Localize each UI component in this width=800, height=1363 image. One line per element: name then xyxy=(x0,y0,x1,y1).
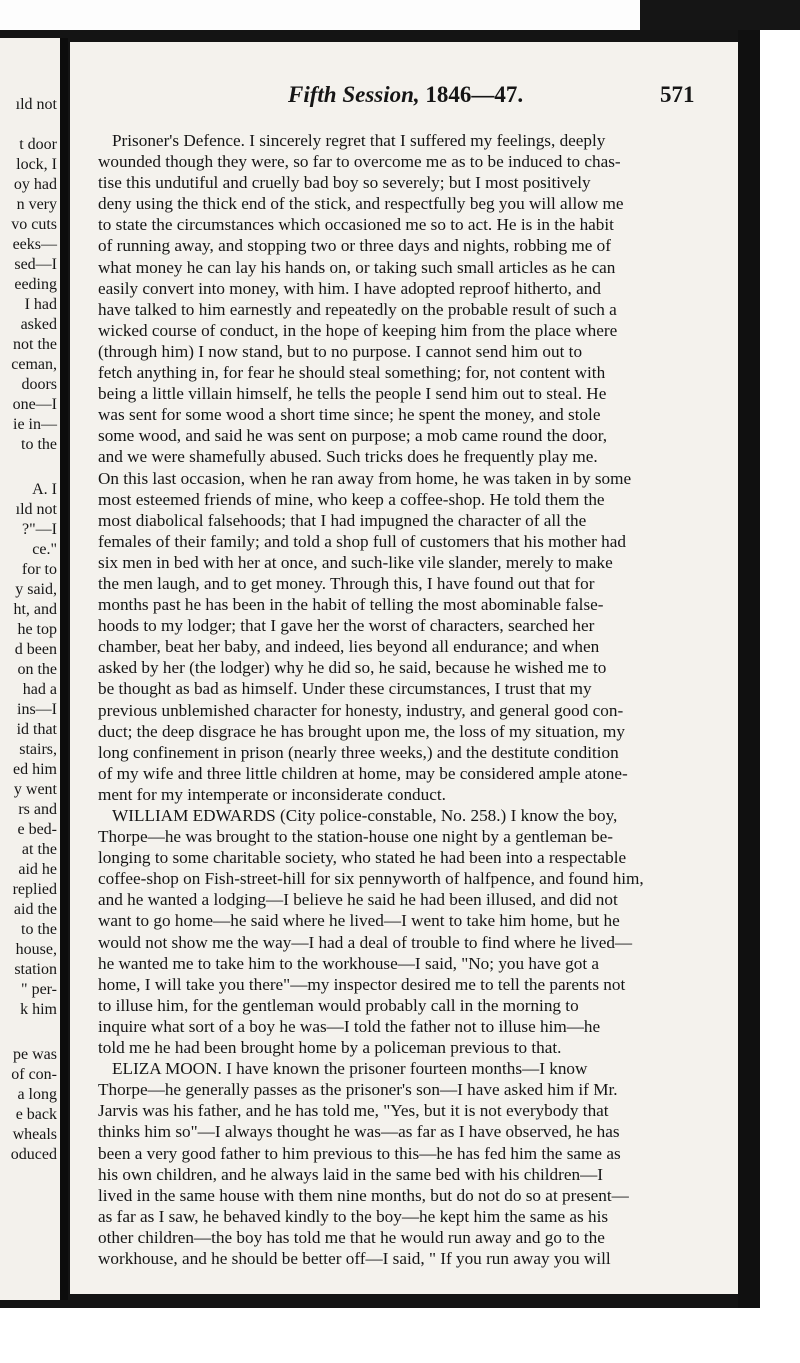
facing-page-fragment-line: for to xyxy=(21,561,57,578)
facing-page-fragment-line: oduced xyxy=(10,1146,57,1163)
facing-page-fragment-line: t door xyxy=(19,136,57,153)
facing-page-fragment-line: I had xyxy=(24,296,57,313)
facing-page-fragment-line: ıld not xyxy=(15,96,57,113)
facing-page-fragment-line: lock, I xyxy=(16,156,57,173)
text-line: of my wife and three little children at home, may be considered ample atone- xyxy=(98,763,628,783)
facing-page-fragment-line: e back xyxy=(15,1106,57,1123)
facing-page-fragment-line: not the xyxy=(13,336,57,353)
text-line: the men laugh, and to get money. Through this, I have found out that for xyxy=(98,573,595,593)
text-line: ELIZA MOON. I have known the prisoner fourteen months—I know xyxy=(112,1059,588,1079)
facing-page-fragment-line: doors xyxy=(21,376,57,393)
text-line: to state the circumstances which occasioned me so to act. He is in the habit xyxy=(98,215,614,235)
text-line: some wood, and said he was sent on purpose; a mob came round the door, xyxy=(98,426,608,446)
text-line: other children—the boy has told me that he would run away and go to the xyxy=(98,1227,605,1247)
text-line: (through him) I now stand, but to no purpose. I cannot send him out to xyxy=(98,341,583,361)
page-body xyxy=(98,130,700,1269)
scan-top-shadow xyxy=(640,0,800,30)
text-line: Thorpe—he generally passes as the prisoner's son—I have asked him if Mr. xyxy=(98,1080,618,1100)
facing-page-fragment-line: vo cuts xyxy=(11,216,57,233)
facing-page-fragment-line: eeding xyxy=(14,276,57,293)
text-line: and he wanted a lodging—I believe he said he had been illused, and did not xyxy=(98,890,618,910)
page-edge-shadow xyxy=(738,30,760,1308)
facing-page-fragment-line: on the xyxy=(17,661,57,678)
text-line: On this last occasion, when he ran away from home, he was taken in by some xyxy=(98,468,632,488)
running-head-years: 1846—47. xyxy=(425,82,524,107)
text-line: wicked course of conduct, in the hope of keeping him from the place where xyxy=(98,320,618,340)
text-line: told me he had been brought home by a policeman previous to that. xyxy=(98,1038,562,1058)
facing-page-fragment-line: " per- xyxy=(21,981,57,998)
facing-page-fragment-line: ht, and xyxy=(13,601,57,618)
facing-page-fragment-line: ceman, xyxy=(11,356,57,373)
facing-page-fragment-line: one—I xyxy=(12,396,57,413)
text-line: most esteemed friends of mine, who keep a coffee-shop. He told them the xyxy=(98,489,605,509)
facing-page-fragment-line: had a xyxy=(22,681,57,698)
text-line: home, I will take you there"—my inspector desired me to tell the parents not xyxy=(98,974,626,994)
text-line: would not show me the way—I had a deal of trouble to find where he lived— xyxy=(98,932,633,952)
text-line: want to go home—he said where he lived—I went to take him home, but he xyxy=(98,911,620,931)
facing-page-fragment-line: at the xyxy=(21,841,57,858)
text-line: duct; the deep disgrace he has brought upon me, the loss of my situation, my xyxy=(98,721,625,741)
text-line: Jarvis was his father, and he has told me, "Yes, but it is not everybody that xyxy=(98,1101,609,1121)
facing-page-fragment-line: y went xyxy=(13,781,57,798)
facing-page-fragment-line: ce." xyxy=(32,541,57,558)
text-line: previous unblemished character for honesty, industry, and general good con- xyxy=(98,700,624,720)
text-line: most diabolical falsehoods; that I had impugned the character of all the xyxy=(98,510,587,530)
facing-page-fragment-line: of con- xyxy=(11,1066,57,1083)
facing-page-fragment-line: station xyxy=(14,961,57,978)
facing-page-fragment-line: ed him xyxy=(13,761,57,778)
facing-page-fragment-line: he top xyxy=(17,621,57,638)
facing-page-fragment-line: stairs, xyxy=(19,741,57,758)
text-line: be thought as bad as himself. Under these circumstances, I trust that my xyxy=(98,679,592,699)
facing-page-fragment-line: sed—I xyxy=(14,256,57,273)
text-line: inquire what sort of a boy he was—I told the father not to illuse him—he xyxy=(98,1016,601,1036)
text-line: WILLIAM EDWARDS (City police-constable, No. 258.) I know the boy, xyxy=(112,806,618,825)
text-line: longing to some charitable society, who stated he had been into a respectable xyxy=(98,848,627,868)
text-line: of running away, and stopping two or three days and nights, robbing me of xyxy=(98,236,611,256)
text-line: tise this undutiful and cruelly bad boy so severely; but I most positively xyxy=(98,173,591,193)
text-line: thinks him so"—I always thought he was—as far as I have observed, he has xyxy=(98,1122,620,1142)
text-line: long confinement in prison (nearly three weeks,) and the destitute condition xyxy=(98,742,619,762)
facing-page-fragment-line: rs and xyxy=(18,801,57,818)
facing-page-fragment-line: aid he xyxy=(18,861,57,878)
text-line: lived in the same house with them nine months, but do not do so at present— xyxy=(98,1185,629,1205)
running-head xyxy=(288,82,523,108)
facing-page-fragment-line: aid the xyxy=(13,901,57,918)
text-line: asked by her (the lodger) why he did so, he said, because he wished me to xyxy=(98,658,607,678)
page-header xyxy=(70,82,738,112)
text-line: what money he can lay his hands on, or taking such small articles as he can xyxy=(98,257,616,277)
facing-page-fragment-line: ins—I xyxy=(17,701,57,718)
facing-page-fragment-line: n very xyxy=(16,196,57,213)
text-line: months past he has been in the habit of telling the most abominable false- xyxy=(98,595,604,615)
text-line: Thorpe—he was brought to the station-house one night by a gentleman be- xyxy=(98,827,614,847)
text-line: he wanted me to take him to the workhouse—I said, "No; you have got a xyxy=(98,953,600,973)
text-line: to illuse him, for the gentleman would probably call in the morning to xyxy=(98,995,579,1015)
text-line: have talked to him earnestly and repeatedly on the probable result of such a xyxy=(98,299,617,319)
text-line: easily convert into money, with him. I have adopted reproof hitherto, and xyxy=(98,278,601,298)
text-line: six men in bed with her at once, and such-like vile slander, merely to make xyxy=(98,552,613,572)
facing-page-fragment xyxy=(0,38,60,1300)
text-line: fetch anything in, for fear he should steal something; for, not content with xyxy=(98,363,606,383)
facing-page-fragment-line: A. I xyxy=(32,481,57,498)
facing-page-fragment-line: asked xyxy=(20,316,57,333)
facing-page-fragment-line: k him xyxy=(20,1001,57,1018)
facing-page-fragment-line: e bed- xyxy=(17,821,57,838)
facing-page-fragment-line: replied xyxy=(12,881,57,898)
text-line: was sent for some wood a short time since; he spent the money, and stole xyxy=(98,405,601,425)
running-head-title: Fifth Session, xyxy=(288,82,420,107)
facing-page-fragment-line: d been xyxy=(14,641,57,658)
scan-bottom-margin xyxy=(0,1308,800,1363)
facing-page-fragment-line: to the xyxy=(21,436,57,453)
book-page xyxy=(70,42,738,1294)
facing-page-fragment-line: id that xyxy=(16,721,57,738)
text-line: Prisoner's Defence. I sincerely regret that I suffered my feelings, deeply xyxy=(112,131,606,150)
text-line: coffee-shop on Fish-street-hill for six pennyworth of halfpence, and found him, xyxy=(98,869,644,889)
text-line: wounded though they were, so far to overcome me as to be induced to chas- xyxy=(98,152,621,172)
text-line: as far as I saw, he behaved kindly to the boy—he kept him the same as his xyxy=(98,1206,609,1226)
text-line: hoods to my lodger; that I gave her the worst of characters, searched her xyxy=(98,616,595,636)
book-gutter xyxy=(60,38,68,1300)
text-line: workhouse, and he should be better off—I said, " If you run away you will xyxy=(98,1248,611,1268)
text-line: ment for my intemperate or inconsiderate conduct. xyxy=(98,784,446,804)
facing-page-fragment-line: ?"—I xyxy=(22,521,57,538)
text-line: females of their family; and told a shop full of customers that his mother had xyxy=(98,531,626,551)
facing-page-fragment-line: ie in— xyxy=(13,416,57,433)
text-line: been a very good father to him previous to this—he has fed him the same as xyxy=(98,1143,621,1163)
text-line: his own children, and he always laid in the same bed with his children—I xyxy=(98,1164,604,1184)
facing-page-fragment-line: wheals xyxy=(12,1126,57,1143)
facing-page-fragment-line: eeks— xyxy=(12,236,57,253)
page-number: 571 xyxy=(660,82,695,107)
facing-page-fragment-line: oy had xyxy=(13,176,57,193)
text-line: deny using the thick end of the stick, and respectfully beg you will allow me xyxy=(98,194,624,214)
facing-page-fragment-line: to the xyxy=(21,921,57,938)
facing-page-fragment-line: ıld not xyxy=(15,501,57,518)
facing-page-fragment-line: pe was xyxy=(13,1046,57,1063)
facing-page-fragment-line: a long xyxy=(17,1086,57,1103)
text-line: being a little villain himself, he tells the people I send him out to steal. He xyxy=(98,384,607,404)
facing-page-fragment-line: house, xyxy=(15,941,57,958)
text-line: and we were shamefully abused. Such tricks does he frequently play me. xyxy=(98,447,598,467)
text-line: chamber, beat her baby, and indeed, lies beyond all endurance; and when xyxy=(98,637,600,657)
facing-page-fragment-line: y said, xyxy=(15,581,57,598)
